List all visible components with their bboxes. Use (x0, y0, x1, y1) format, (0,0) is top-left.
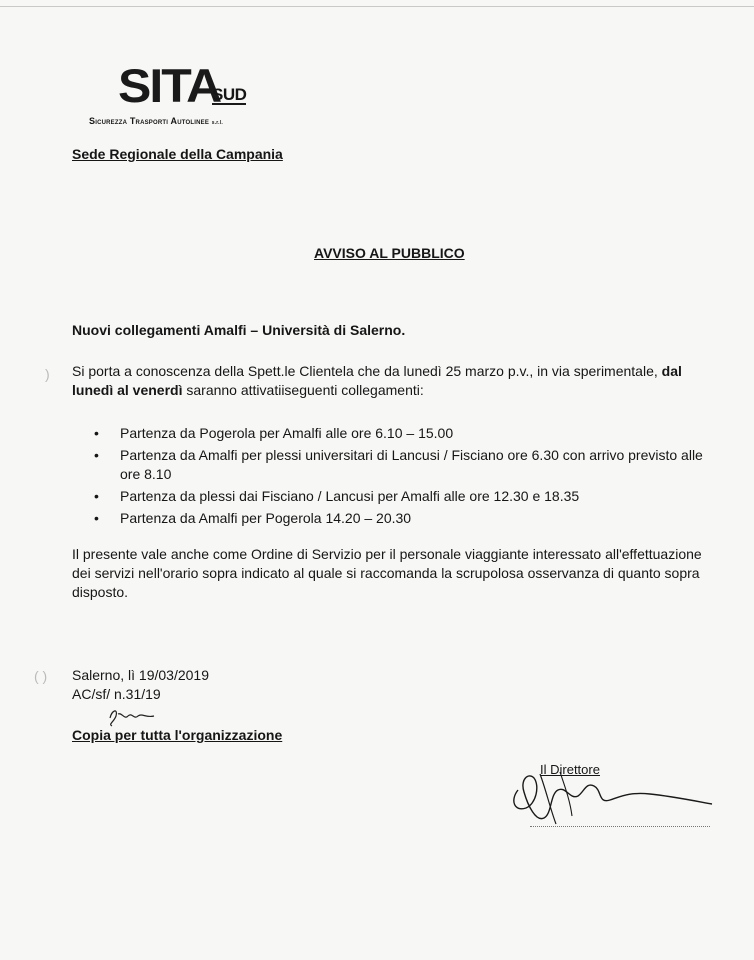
logo-sud: SUD (212, 85, 247, 104)
bullet-icon: • (94, 425, 99, 441)
company-logo (118, 59, 247, 113)
intro-bold-days: dal lunedì al venerdì (72, 363, 682, 398)
route-text: Partenza da plessi dai Fisciano / Lancusi per Amalfi alle ore 12.30 e 18.35 (120, 488, 580, 504)
place-date: Salerno, lì 19/03/2019 (72, 667, 209, 683)
notice-subject: Nuovi collegamenti Amalfi – Università di Salerno. (72, 322, 406, 338)
bullet-icon: • (94, 510, 99, 526)
scan-edge-line (0, 6, 754, 7)
intro-text-end: saranno attivatiiseguenti collegamenti: (182, 382, 424, 398)
closing-paragraph: Il presente vale anche come Ordine di Servizio per il personale viaggiante interessato all'effettuazione dei servizi nell'orario sopra indicato al quale si raccomanda la scrupolosa osservanza di quanto sopra disposto. (72, 546, 702, 600)
logo-wordmark: SITA (118, 59, 221, 113)
intro-text: Si porta a conoscenza della Spett.le Clientela che da lunedì 25 marzo p.v., in via sperimentale, (72, 363, 662, 379)
protocol-reference: AC/sf/ n.31/19 (72, 686, 161, 702)
regional-office: Sede Regionale della Campania (72, 146, 283, 162)
intro-paragraph (72, 362, 712, 400)
punch-hole-mark: ) (38, 366, 50, 382)
route-text: Partenza da Pogerola per Amalfi alle ore 6.10 – 15.00 (120, 425, 454, 441)
routes-list (94, 424, 716, 531)
list-item (94, 424, 716, 443)
list-item (94, 509, 716, 528)
bullet-icon: • (94, 488, 99, 504)
list-item (94, 446, 716, 484)
copy-distribution: Copia per tutta l'organizzazione (72, 727, 283, 743)
director-signature (500, 760, 720, 830)
list-item (94, 487, 716, 506)
logo-subtitle (89, 116, 223, 126)
logo-srl: s.r.l. (211, 120, 223, 126)
bullet-icon: • (94, 447, 99, 463)
signatory-title: Il Direttore (540, 762, 600, 777)
route-text: Partenza da Amalfi per plessi universitari di Lancusi / Fisciano ore 6.30 con arrivo previsto alle ore 8.10 (120, 447, 703, 482)
logo-subtitle-text: Sicurezza Trasporti Autolinee (89, 116, 210, 126)
route-text: Partenza da Amalfi per Pogerola 14.20 – 20.30 (120, 510, 412, 526)
punch-hole-mark: ( ) (34, 668, 48, 684)
notice-title: AVVISO AL PUBBLICO (314, 245, 465, 261)
signature-line (530, 826, 710, 827)
